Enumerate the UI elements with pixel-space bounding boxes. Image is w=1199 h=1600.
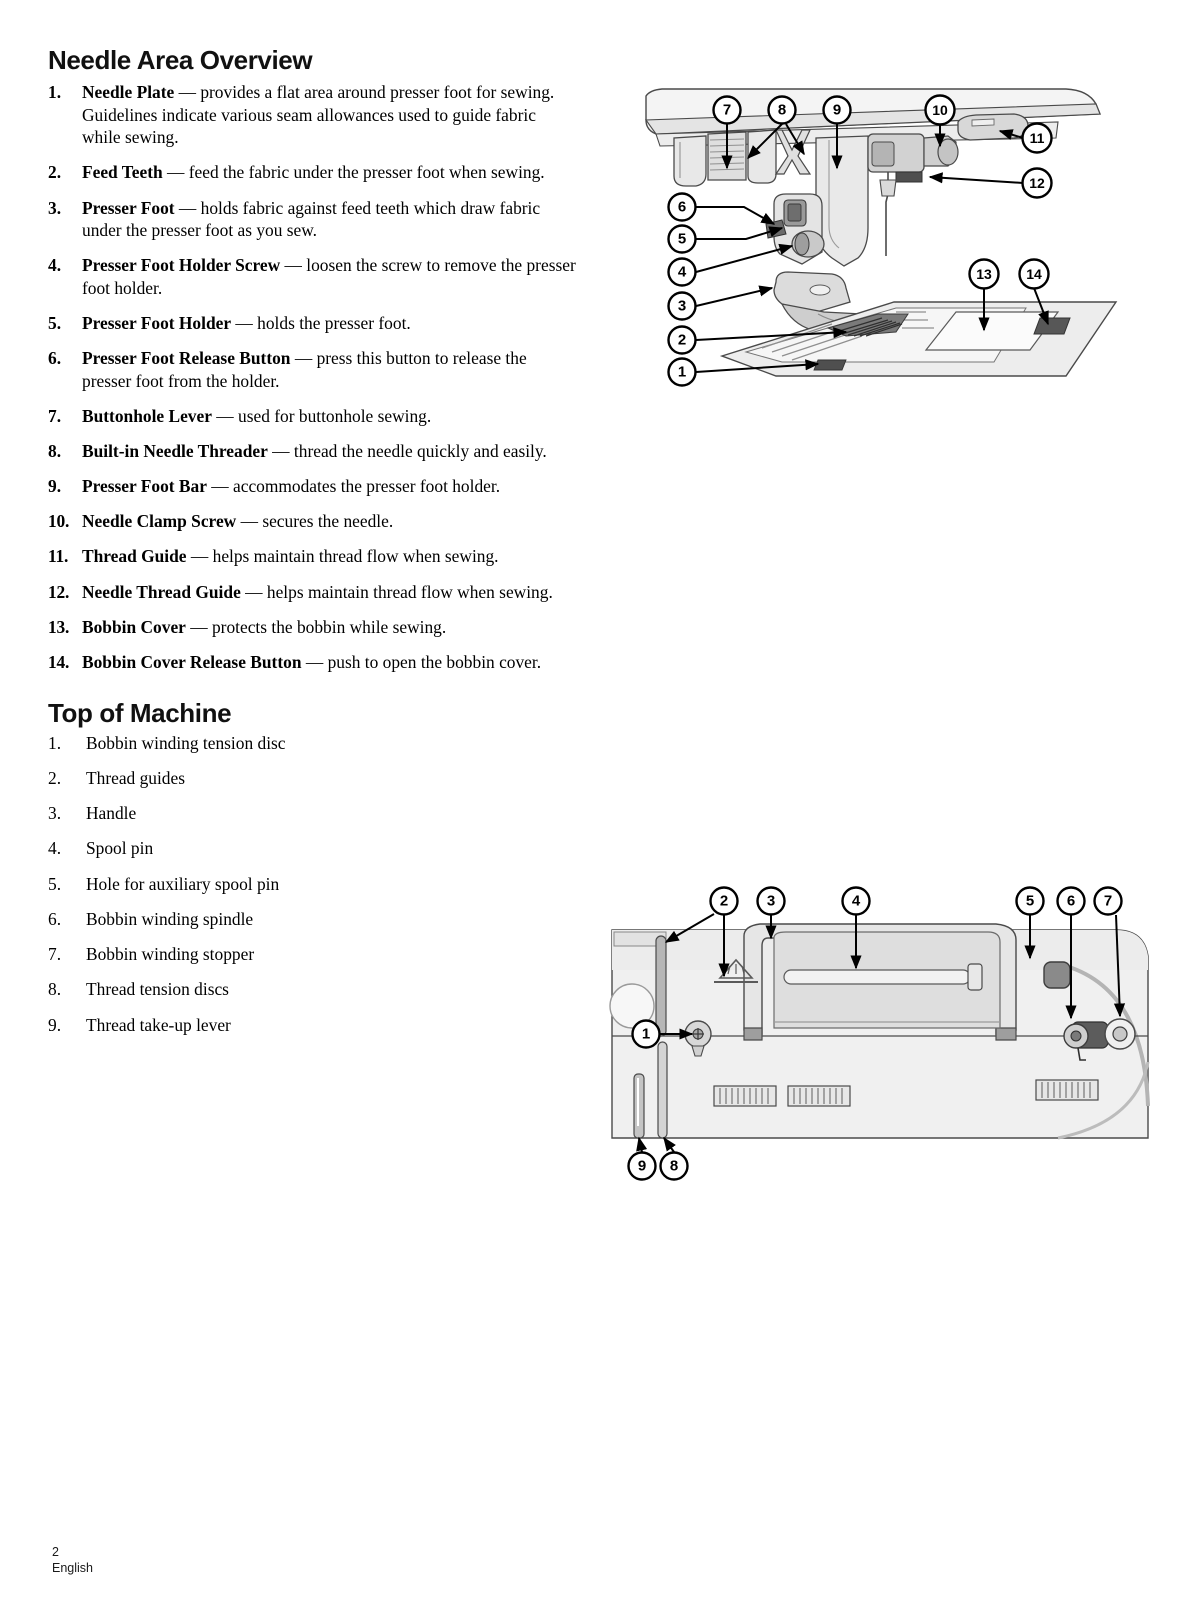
- list-item-number: 3.: [48, 803, 62, 824]
- callout-13[interactable]: [970, 260, 999, 289]
- svg-text:1: 1: [641, 1025, 651, 1043]
- list-item-term: Feed Teeth: [82, 162, 163, 183]
- list-item-desc: — feed the fabric under the presser foot when sewing.: [162, 162, 545, 183]
- list-item: [48, 733, 578, 755]
- callout-7[interactable]: [714, 97, 741, 124]
- svg-text:5: 5: [677, 230, 687, 248]
- list-item-desc: — thread the needle quickly and easily.: [267, 441, 547, 462]
- callout-4[interactable]: [669, 259, 696, 286]
- list-item-number: 5.: [48, 313, 62, 334]
- callout-12[interactable]: [1023, 169, 1052, 198]
- list-item-number: 14.: [48, 651, 70, 672]
- list-item: [48, 803, 578, 825]
- list-item-desc: — protects the bobbin while sewing.: [185, 616, 447, 637]
- needle-plate-illustration: [722, 302, 1116, 376]
- list-item-label: Hole for auxiliary spool pin: [86, 873, 280, 894]
- svg-text:6: 6: [677, 198, 687, 216]
- list-item-desc: — secures the needle.: [236, 511, 394, 532]
- svg-text:1: 1: [677, 363, 687, 381]
- list-item-number: 7.: [48, 405, 62, 426]
- list-item-label: Thread tension discs: [86, 979, 229, 1000]
- list-item-label: Bobbin winding spindle: [86, 908, 254, 929]
- leader-4: [696, 246, 792, 272]
- page-title-top-of-machine: Top of Machine: [48, 698, 232, 729]
- svg-text:9: 9: [637, 1157, 647, 1175]
- top-of-machine-list: [48, 733, 578, 1037]
- svg-text:2: 2: [677, 331, 687, 349]
- svg-text:5: 5: [1025, 892, 1035, 910]
- top-of-machine-diagram: [596, 870, 1156, 1200]
- buttonhole-lever-illustration: [674, 136, 706, 186]
- svg-text:3: 3: [766, 892, 776, 910]
- svg-text:8: 8: [777, 101, 787, 119]
- list-item-number: 9.: [48, 1014, 62, 1035]
- leader-9: [639, 1138, 642, 1152]
- svg-text:13: 13: [976, 266, 992, 282]
- leader-3: [696, 288, 772, 306]
- list-item-number: 9.: [48, 476, 62, 497]
- list-item-number: 6.: [48, 348, 62, 369]
- list-item-desc: — accommodates the presser foot holder.: [206, 476, 501, 497]
- callout-11[interactable]: [1023, 124, 1052, 153]
- svg-text:2: 2: [719, 892, 729, 910]
- footer-page-number: 2: [52, 1545, 59, 1559]
- list-item-desc: — holds the presser foot.: [231, 313, 411, 334]
- svg-text:9: 9: [832, 101, 842, 119]
- list-item-number: 2.: [48, 162, 62, 183]
- list-item: [48, 81, 578, 149]
- callout-4[interactable]: [843, 888, 870, 915]
- list-item-number: 6.: [48, 908, 62, 929]
- callout-14[interactable]: [1020, 260, 1049, 289]
- leader-12: [930, 177, 1023, 183]
- list-item-label: Thread take-up lever: [86, 1014, 231, 1035]
- callout-7[interactable]: [1095, 888, 1122, 915]
- list-item-label: Thread guides: [86, 767, 185, 788]
- list-item: [48, 944, 578, 966]
- callout-8[interactable]: [769, 97, 796, 124]
- list-item: [48, 161, 578, 184]
- list-item-term: Needle Thread Guide: [82, 581, 241, 602]
- list-item: [48, 197, 578, 242]
- needle-area-diagram: [596, 76, 1156, 406]
- list-item-term: Built-in Needle Threader: [82, 441, 268, 462]
- callout-5[interactable]: [1017, 888, 1044, 915]
- list-item-label: Bobbin winding stopper: [86, 944, 255, 965]
- list-item: [48, 838, 578, 860]
- list-item: [48, 581, 578, 604]
- svg-text:4: 4: [851, 892, 861, 910]
- list-item: [48, 510, 578, 533]
- svg-text:7: 7: [1103, 892, 1113, 910]
- callout-5[interactable]: [669, 226, 696, 253]
- svg-text:3: 3: [677, 297, 687, 315]
- callout-9[interactable]: [824, 97, 851, 124]
- callout-3[interactable]: [669, 293, 696, 320]
- svg-text:12: 12: [1029, 175, 1045, 191]
- list-item-label: Handle: [86, 803, 137, 824]
- list-item-term: Presser Foot Bar: [82, 476, 207, 497]
- callout-8[interactable]: [661, 1153, 688, 1180]
- list-item-number: 13.: [48, 616, 70, 637]
- list-item-term: Presser Foot Holder: [82, 313, 232, 334]
- list-item-term: Needle Plate: [82, 82, 175, 103]
- list-item-term: Presser Foot Holder Screw: [82, 255, 281, 276]
- list-item: [48, 440, 578, 463]
- list-item-number: 4.: [48, 838, 62, 859]
- callout-2[interactable]: [711, 888, 738, 915]
- text-column: [48, 46, 578, 1050]
- list-item-number: 1.: [48, 732, 62, 753]
- list-item-desc: — helps maintain thread flow when sewing.: [240, 581, 553, 602]
- list-item: [48, 347, 578, 392]
- list-item-number: 10.: [48, 511, 70, 532]
- list-item: [48, 616, 578, 639]
- callout-1[interactable]: [669, 359, 696, 386]
- list-item-term: Needle Clamp Screw: [82, 511, 237, 532]
- list-item-term: Presser Foot: [82, 197, 175, 218]
- list-item-desc: — push to open the bobbin cover.: [301, 651, 542, 672]
- list-item-term: Buttonhole Lever: [82, 405, 212, 426]
- list-item-number: 8.: [48, 441, 62, 462]
- list-item-desc: — used for buttonhole sewing.: [211, 405, 432, 426]
- callout-1[interactable]: [633, 1021, 660, 1048]
- leader-6: [696, 207, 774, 224]
- page-footer: [52, 1544, 93, 1576]
- leader-8: [664, 1138, 674, 1152]
- list-item: [48, 979, 578, 1001]
- list-item-desc: — helps maintain thread flow when sewing.: [186, 546, 499, 567]
- list-item-label: Spool pin: [86, 838, 154, 859]
- callout-2[interactable]: [669, 327, 696, 354]
- list-item-number: 8.: [48, 979, 62, 1000]
- svg-text:10: 10: [932, 102, 948, 118]
- callout-10[interactable]: [926, 96, 955, 125]
- list-item: [48, 768, 578, 790]
- list-item-term: Bobbin Cover: [82, 616, 186, 637]
- list-item: [48, 475, 578, 498]
- list-item-number: 2.: [48, 767, 62, 788]
- footer-language: English: [52, 1561, 93, 1575]
- list-item: [48, 405, 578, 428]
- callout-9[interactable]: [629, 1153, 656, 1180]
- list-item-term: Bobbin Cover Release Button: [82, 651, 302, 672]
- list-item-desc: — press this button to release the presser foot from the holder.: [82, 348, 527, 391]
- list-item-number: 4.: [48, 255, 62, 276]
- list-item-desc: — holds fabric against feed teeth which draw fabric under the presser foot as you sew.: [82, 197, 541, 241]
- svg-text:7: 7: [722, 101, 732, 119]
- list-item-number: 7.: [48, 944, 62, 965]
- list-item-number: 11.: [48, 546, 69, 567]
- svg-text:11: 11: [1029, 130, 1045, 146]
- list-item: [48, 254, 578, 299]
- svg-text:6: 6: [1066, 892, 1076, 910]
- svg-text:4: 4: [677, 263, 687, 281]
- presser-foot-holder-illustration: [766, 194, 824, 264]
- list-item-number: 1.: [48, 82, 62, 103]
- callout-6[interactable]: [669, 194, 696, 221]
- svg-text:14: 14: [1026, 266, 1042, 282]
- list-item: [48, 312, 578, 335]
- list-item: [48, 1015, 578, 1037]
- callout-3[interactable]: [758, 888, 785, 915]
- callout-6[interactable]: [1058, 888, 1085, 915]
- auxiliary-spool-pin-hole-illustration: [1044, 962, 1070, 988]
- list-item: [48, 651, 578, 674]
- list-item-number: 3.: [48, 197, 62, 218]
- spool-pin-illustration: [774, 932, 1000, 1028]
- list-item: [48, 545, 578, 568]
- list-item-number: 12.: [48, 581, 70, 602]
- list-item: [48, 874, 578, 896]
- page-title-needle-area: Needle Area Overview: [48, 45, 313, 75]
- list-item-label: Bobbin winding tension disc: [86, 732, 286, 753]
- list-item-term: Thread Guide: [82, 546, 187, 567]
- needle-area-list: [48, 81, 578, 673]
- list-item-number: 5.: [48, 873, 62, 894]
- list-item-term: Presser Foot Release Button: [82, 348, 291, 369]
- list-item: [48, 909, 578, 931]
- list-item-desc: — loosen the screw to remove the presser foot holder.: [82, 255, 576, 298]
- list-item-desc: — provides a flat area around presser foot for sewing. Guidelines indicate various seam allowances used to guide fabric while sewing.: [82, 82, 555, 148]
- svg-text:8: 8: [669, 1157, 679, 1175]
